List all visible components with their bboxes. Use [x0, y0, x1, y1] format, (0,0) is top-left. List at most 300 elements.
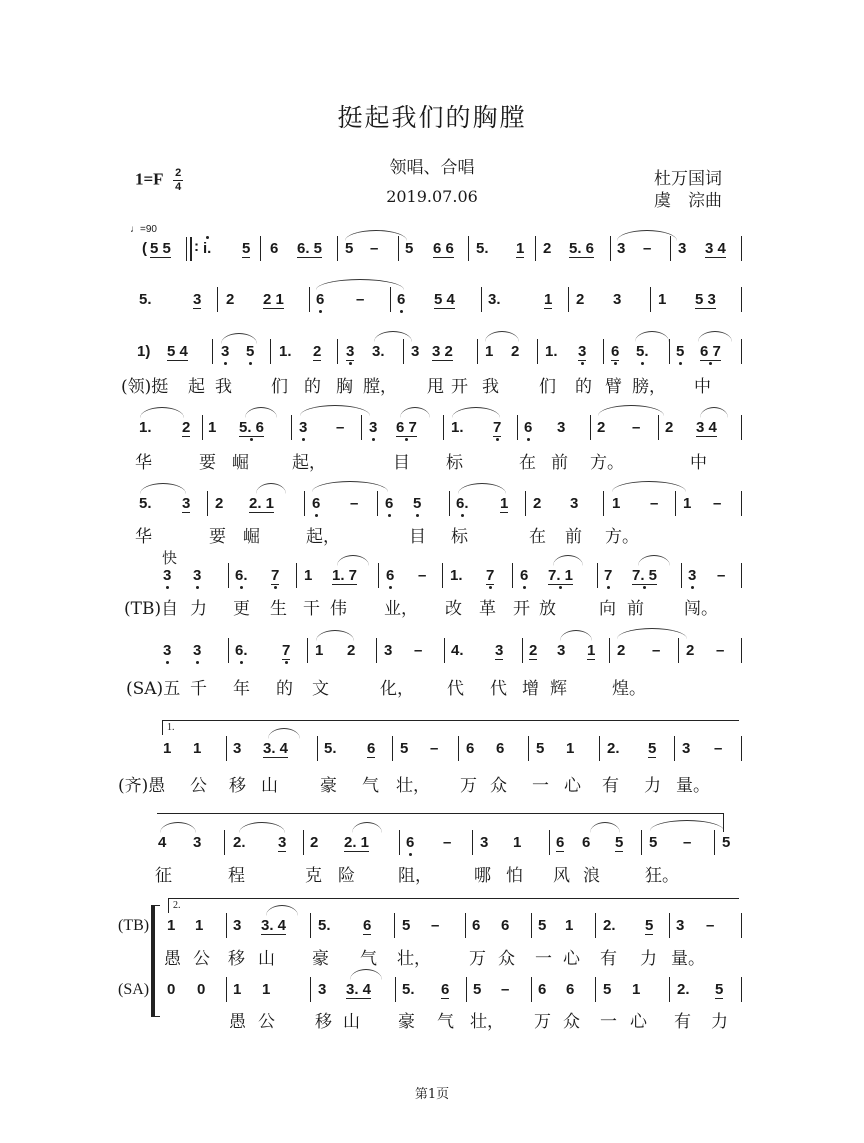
lyric: 化， — [380, 679, 414, 699]
lyric: 改 — [445, 599, 462, 619]
note: – — [650, 495, 659, 512]
lyric: 移 — [229, 776, 246, 796]
note: 1 — [658, 291, 667, 308]
lyric: 克 — [305, 866, 322, 886]
note: 1) — [137, 343, 151, 360]
lyric: 浪 — [583, 866, 600, 886]
lyric-row-8 — [0, 771, 864, 795]
lyric: 心 — [564, 776, 581, 796]
note: 1 — [193, 740, 202, 757]
note: 3 — [557, 642, 566, 659]
lyric: 愚 — [229, 1012, 246, 1032]
note: 2 1 — [263, 291, 284, 308]
lyric: 前 — [565, 527, 582, 547]
note: 6 — [316, 291, 325, 308]
lyric: 伟 — [330, 599, 347, 619]
note: 6 — [472, 917, 481, 934]
lyric-row-7 — [0, 674, 864, 698]
note: 7 — [493, 419, 502, 436]
lyric: 山 — [261, 776, 278, 796]
note: 2 — [215, 495, 224, 512]
note: – — [632, 419, 641, 436]
note: 3 — [278, 834, 287, 851]
note: 2. 1 — [344, 834, 370, 851]
score-row-6 — [0, 567, 864, 595]
note: 3. 4 — [346, 981, 372, 998]
lyric: 革 — [479, 599, 496, 619]
note: 5 — [405, 240, 414, 257]
note: 5 — [242, 240, 251, 257]
lyric: 代 — [490, 679, 507, 699]
note: 1 — [513, 834, 522, 851]
lyric: (齐)愚 — [118, 776, 166, 796]
note: 1. — [450, 567, 463, 584]
lyric: 哪 — [474, 866, 491, 886]
lyric: 增 — [522, 679, 539, 699]
note: – — [643, 240, 652, 257]
note: 3 — [480, 834, 489, 851]
lyric: 我 — [482, 377, 499, 397]
lyric: 在 — [529, 527, 546, 547]
note: 2 — [686, 642, 695, 659]
note: 5 — [345, 240, 354, 257]
note: 1 — [500, 495, 509, 512]
lyric: 更 — [233, 599, 250, 619]
score-row-4 — [0, 419, 864, 447]
note: 2 — [576, 291, 585, 308]
lyric: 豪 — [398, 1012, 415, 1032]
lyric: 狂。 — [645, 866, 679, 886]
lyric: 生 — [270, 599, 287, 619]
note: 2 — [529, 642, 538, 659]
lyric: 膀， — [632, 377, 666, 397]
note: 1 — [262, 981, 271, 998]
note: 5 — [246, 343, 255, 360]
lyric: 业， — [384, 599, 418, 619]
note: 3 — [495, 642, 504, 659]
note: 5 — [645, 917, 654, 934]
note: 3 — [233, 917, 242, 934]
lyric: 标 — [451, 527, 468, 547]
note: 3 — [557, 419, 566, 436]
lyric: 移 — [228, 949, 245, 969]
note: 6. — [456, 495, 469, 512]
lyric: 闯。 — [684, 599, 718, 619]
lyric: 险 — [338, 866, 355, 886]
note: 3. — [372, 343, 385, 360]
lyric: 一 — [532, 776, 549, 796]
lyric: 膛， — [363, 377, 397, 397]
note: – — [683, 834, 692, 851]
lyric: 愚 — [164, 949, 181, 969]
lyric: 征 — [155, 866, 172, 886]
lyric: 量。 — [676, 776, 710, 796]
note: 5. — [402, 981, 415, 998]
lyric: 众 — [490, 776, 507, 796]
lyric: 我 — [215, 377, 232, 397]
volta-1-continuation — [157, 813, 724, 814]
note: 3 4 — [696, 419, 717, 436]
note: – — [356, 291, 365, 308]
lyric: 壮， — [396, 776, 430, 796]
lyric: 力 — [711, 1012, 728, 1032]
note: 1 — [544, 291, 553, 308]
note: 7 — [604, 567, 613, 584]
note: 7 — [486, 567, 495, 584]
tempo-change-marking: 快 — [162, 549, 178, 567]
note: 1. — [545, 343, 558, 360]
note: – — [714, 740, 723, 757]
lyric: 量。 — [671, 949, 705, 969]
score-row-9 — [0, 834, 864, 862]
note: – — [418, 567, 427, 584]
lyric-row-4 — [0, 448, 864, 472]
note: 1. 7 — [332, 567, 358, 584]
note: 0 — [197, 981, 206, 998]
note: 1 — [485, 343, 494, 360]
note: 6 — [501, 917, 510, 934]
note: 3 — [318, 981, 327, 998]
note: – — [501, 981, 510, 998]
note: 3 — [384, 642, 393, 659]
lyric: 前 — [627, 599, 644, 619]
score-row-7 — [0, 642, 864, 670]
page-number: 第1页 — [414, 1087, 450, 1102]
lyric: 方。 — [605, 527, 639, 547]
note: 5. — [324, 740, 337, 757]
note: 6 7 — [700, 343, 721, 360]
note: – — [430, 740, 439, 757]
lyric: 公 — [190, 776, 207, 796]
lyric-row-5 — [0, 522, 864, 546]
note: 6 — [538, 981, 547, 998]
lyric: 阻， — [398, 866, 432, 886]
note: 6 — [386, 567, 395, 584]
note: 3 — [233, 740, 242, 757]
lyric: 公 — [258, 1012, 275, 1032]
note: 2 — [226, 291, 235, 308]
note: 6 6 — [433, 240, 454, 257]
note: 1 — [612, 495, 621, 512]
note: 6 — [524, 419, 533, 436]
volta-1-bracket — [162, 720, 739, 733]
lyric-row-3 — [0, 372, 864, 396]
note: 2 — [533, 495, 542, 512]
note: 5. 6 — [239, 419, 265, 436]
time-signature — [173, 168, 183, 193]
note: 5 — [676, 343, 685, 360]
note: 5 — [402, 917, 411, 934]
note: 3 2 — [432, 343, 453, 360]
score-row-11-sa — [0, 981, 864, 1009]
lyric: 的 — [276, 679, 293, 699]
note: 1. — [451, 419, 464, 436]
lyric: 辉 — [550, 679, 567, 699]
lyric: 标 — [446, 453, 463, 473]
note: 2. 1 — [249, 495, 275, 512]
lyric-row-10-tb — [0, 944, 864, 968]
note: 6 — [520, 567, 529, 584]
note: 3 — [578, 343, 587, 360]
part-label-sa: (SA) — [118, 981, 150, 998]
lyric: 怕 — [506, 866, 523, 886]
note: 1. — [139, 419, 152, 436]
note: – — [350, 495, 359, 512]
score-row-2 — [0, 291, 864, 319]
score-row-8 — [0, 740, 864, 768]
lyric: 气 — [437, 1012, 454, 1032]
note: 1 — [304, 567, 313, 584]
note: 7 — [271, 567, 280, 584]
note: 6 — [397, 291, 406, 308]
time-sig-top: 2 — [175, 167, 182, 179]
note: 0 — [167, 981, 176, 998]
note: 1. — [279, 343, 292, 360]
note: 5. — [636, 343, 649, 360]
lyric: 目 — [393, 453, 410, 473]
lyric: 万 — [534, 1012, 551, 1032]
lyric: 华 — [135, 453, 152, 473]
score-row-10-tb — [0, 917, 864, 945]
note: 3 — [346, 343, 355, 360]
lyric-row-9 — [0, 861, 864, 885]
note: 3 4 — [705, 240, 726, 257]
note: – — [713, 495, 722, 512]
note: 1 — [167, 917, 176, 934]
note: – — [716, 642, 725, 659]
note: 1 — [683, 495, 692, 512]
note: 4. — [451, 642, 464, 659]
lyric: 气 — [362, 776, 379, 796]
note: 3 — [678, 240, 687, 257]
note: – — [370, 240, 379, 257]
lyric: 甩 — [427, 377, 444, 397]
note: 2 — [617, 642, 626, 659]
lyric: 风 — [553, 866, 570, 886]
note: 2. — [607, 740, 620, 757]
lyric: 开 — [513, 599, 530, 619]
note: 7 — [282, 642, 291, 659]
lyric: 程 — [228, 866, 245, 886]
note: 2 — [310, 834, 319, 851]
note: 3 — [682, 740, 691, 757]
volta-2-bracket — [168, 898, 739, 911]
note: 5 — [413, 495, 422, 512]
note: 1 — [195, 917, 204, 934]
note: 3 — [570, 495, 579, 512]
note: 2. — [603, 917, 616, 934]
lyric: 气 — [360, 949, 377, 969]
note: – — [652, 642, 661, 659]
lyric: 众 — [563, 1012, 580, 1032]
note: 1 — [587, 642, 596, 659]
note: 5 — [400, 740, 409, 757]
note: 2 — [597, 419, 606, 436]
score-row-3 — [0, 343, 864, 371]
note: 2 — [665, 419, 674, 436]
note: 5. — [318, 917, 331, 934]
note: 6 — [363, 917, 372, 934]
volta-2-number: 2. — [173, 900, 181, 911]
note: 6 — [466, 740, 475, 757]
note: 6 — [385, 495, 394, 512]
note: 3 — [299, 419, 308, 436]
note: 6. — [235, 642, 248, 659]
note: 3 — [193, 834, 202, 851]
note: 3 — [613, 291, 622, 308]
note: 1 — [233, 981, 242, 998]
note: – — [414, 642, 423, 659]
lyric: 一 — [600, 1012, 617, 1032]
note: 5 — [473, 981, 482, 998]
note: 2 — [182, 419, 191, 436]
lyric: 目 — [409, 527, 426, 547]
lyric: 前 — [551, 453, 568, 473]
lyric: 心 — [563, 949, 580, 969]
note: 5 3 — [695, 291, 716, 308]
lyricist: 杜万国词 — [654, 169, 722, 189]
lyric: 有 — [674, 1012, 691, 1032]
note: 5. — [476, 240, 489, 257]
lyric: 年 — [233, 679, 250, 699]
note: 4 — [158, 834, 167, 851]
lyric: 壮， — [397, 949, 431, 969]
note: 5 — [538, 917, 547, 934]
note: 5 4 — [434, 291, 455, 308]
note: 7. 1 — [548, 567, 574, 584]
time-sig-bottom: 4 — [175, 181, 182, 193]
lyric: (领)挺 — [121, 377, 169, 397]
lyric: 煌。 — [612, 679, 646, 699]
score-row-1: ( 5 5 : i. 5 6 6. 5 5 – 5 6 6 5. 1 2 5. 6 3 – 3 3 4 — [0, 240, 864, 268]
lyric: 文 — [312, 679, 329, 699]
note: 3 — [369, 419, 378, 436]
note: 6 — [611, 343, 620, 360]
note: i. — [203, 240, 212, 257]
note: 5. — [139, 495, 152, 512]
note: – — [443, 834, 452, 851]
lyric: 代 — [447, 679, 464, 699]
lyric: 力 — [640, 949, 657, 969]
lyric: 们 — [271, 377, 288, 397]
note: 1 — [516, 240, 525, 257]
key-signature — [135, 168, 183, 193]
note: 3. 4 — [261, 917, 287, 934]
note: 3 — [411, 343, 420, 360]
lyric: 放 — [539, 599, 556, 619]
note: 5 — [715, 981, 724, 998]
note: 3. — [488, 291, 501, 308]
lyric: 豪 — [312, 949, 329, 969]
lyric: 有 — [602, 776, 619, 796]
lyric: 众 — [498, 949, 515, 969]
note: 3. 4 — [263, 740, 289, 757]
note: – — [431, 917, 440, 934]
note: 6. — [235, 567, 248, 584]
lyric: 豪 — [320, 776, 337, 796]
lyric: 有 — [600, 949, 617, 969]
lyric: 起， — [306, 527, 340, 547]
note: 6 — [312, 495, 321, 512]
credits — [654, 168, 722, 212]
lyric: 臂 — [605, 377, 622, 397]
lyric: 的 — [575, 377, 592, 397]
lyric: 崛 — [243, 527, 260, 547]
note: 5 — [722, 834, 731, 851]
song-title: 挺起我们的胸膛 — [337, 103, 527, 132]
lyric: 万 — [469, 949, 486, 969]
lyric: 移 — [315, 1012, 332, 1032]
lyric: 力 — [644, 776, 661, 796]
lyric: 中 — [694, 377, 711, 397]
lyric-row-11-sa — [0, 1007, 864, 1031]
note: 6 — [556, 834, 565, 851]
lyric: 的 — [304, 377, 321, 397]
song-date: 2019.07.06 — [386, 187, 478, 206]
score-row-5 — [0, 495, 864, 523]
note: 5 — [536, 740, 545, 757]
lyric: 方。 — [590, 453, 624, 473]
note: 6 — [582, 834, 591, 851]
tempo-marking: ♩=90 — [130, 224, 157, 235]
lyric: 向 — [599, 599, 616, 619]
lyric: 山 — [343, 1012, 360, 1032]
note: 5. 6 — [569, 240, 595, 257]
note: 3 — [193, 291, 202, 308]
lyric: 开 — [451, 377, 468, 397]
note: 6 — [496, 740, 505, 757]
lyric: 中 — [690, 453, 707, 473]
lyric-row-6 — [0, 594, 864, 618]
note: 1 — [632, 981, 641, 998]
part-label-tb: (TB) — [118, 917, 150, 934]
volta-1-number: 1. — [167, 722, 175, 733]
lyric: (SA)五 — [126, 679, 181, 699]
note: 3 — [193, 567, 202, 584]
note: 6 7 — [396, 419, 417, 436]
lyric: 在 — [519, 453, 536, 473]
note: 1 — [208, 419, 217, 436]
note: 2 — [313, 343, 322, 360]
lyric: 胸 — [336, 377, 353, 397]
lyric: 公 — [193, 949, 210, 969]
note: 5 5 — [150, 240, 171, 257]
composer: 虞 淙曲 — [654, 191, 722, 211]
note: 5 — [615, 834, 624, 851]
note: 3 — [163, 567, 172, 584]
lyric: 起， — [292, 453, 326, 473]
lyric: 们 — [539, 377, 556, 397]
note: 3 — [676, 917, 685, 934]
song-subtitle: 领唱、合唱 — [389, 158, 475, 178]
note: 6 — [367, 740, 376, 757]
note: – — [717, 567, 726, 584]
note: 1 — [315, 642, 324, 659]
lyric: 干 — [303, 599, 320, 619]
note: 3 — [193, 642, 202, 659]
lyric: 力 — [190, 599, 207, 619]
note: 1 — [566, 740, 575, 757]
note: 5 — [648, 740, 657, 757]
lyric: 起 — [188, 377, 205, 397]
lyric: 心 — [630, 1012, 647, 1032]
note: 6 — [566, 981, 575, 998]
lyric: 崛 — [232, 453, 249, 473]
lyric: 壮， — [470, 1012, 504, 1032]
lyric: 万 — [460, 776, 477, 796]
lyric: 华 — [135, 527, 152, 547]
note: 1 — [565, 917, 574, 934]
